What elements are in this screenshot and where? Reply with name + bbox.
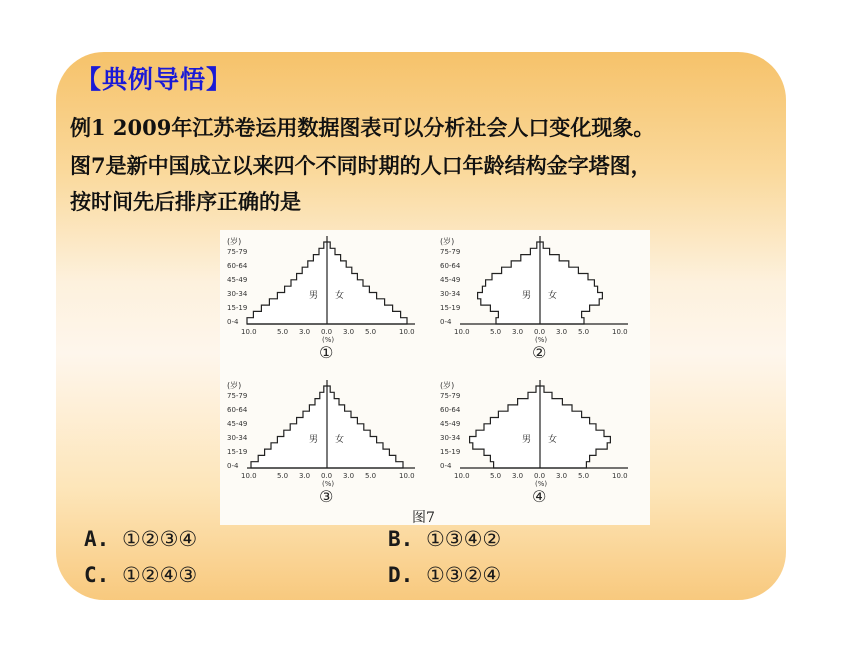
x-tick-label: 0.0 <box>534 472 546 480</box>
x-tick-label: 0.0 <box>534 328 546 336</box>
age-tick-label: 75-79 <box>440 248 461 256</box>
option-c-letter: C. <box>84 563 110 587</box>
question-line-1: 例1 2009年江苏卷运用数据图表可以分析社会人口变化现象。 <box>70 115 655 140</box>
option-b-letter: B. <box>388 527 414 551</box>
age-tick-label: 0-4 <box>227 462 239 470</box>
x-unit-label: (%) <box>322 336 335 344</box>
pyramid-svg <box>220 230 650 525</box>
x-tick-label: 10.0 <box>612 328 628 336</box>
option-a-text: ①②③④ <box>121 527 198 551</box>
male-label: 男 <box>309 291 319 301</box>
x-tick-label: 3.0 <box>343 328 355 336</box>
age-tick-label: 15-19 <box>227 304 248 312</box>
population-pyramid-figure <box>220 230 650 525</box>
question-line-2: 图7是新中国成立以来四个不同时期的人口年龄结构金字塔图， <box>70 153 652 178</box>
age-unit-label: (岁) <box>440 237 455 246</box>
age-tick-label: 15-19 <box>440 448 461 456</box>
x-tick-label: 5.0 <box>490 472 502 480</box>
age-tick-label: 30-34 <box>440 434 461 442</box>
x-tick-label: 3.0 <box>512 472 524 480</box>
x-tick-label: 3.0 <box>512 328 524 336</box>
age-tick-label: 30-34 <box>227 434 248 442</box>
x-tick-label: 5.0 <box>578 328 590 336</box>
x-unit-label: (%) <box>535 480 548 488</box>
x-unit-label: (%) <box>535 336 548 344</box>
x-tick-label: 5.0 <box>277 472 289 480</box>
option-c-text: ①②④③ <box>121 563 198 587</box>
x-tick-label: 10.0 <box>612 472 628 480</box>
age-tick-label: 45-49 <box>227 276 248 284</box>
x-tick-label: 3.0 <box>556 472 568 480</box>
male-label: 男 <box>522 435 532 445</box>
age-tick-label: 75-79 <box>227 392 248 400</box>
x-tick-label: 5.0 <box>365 328 377 336</box>
age-tick-label: 60-64 <box>440 406 461 414</box>
age-tick-label: 0-4 <box>440 318 452 326</box>
age-tick-label: 15-19 <box>440 304 461 312</box>
x-tick-label: 10.0 <box>399 328 415 336</box>
female-label: 女 <box>335 435 345 445</box>
option-a-letter: A. <box>84 527 110 551</box>
age-unit-label: (岁) <box>227 237 242 246</box>
female-label: 女 <box>548 435 558 445</box>
option-d-letter: D. <box>388 563 414 587</box>
age-tick-label: 30-34 <box>227 290 248 298</box>
x-tick-label: 5.0 <box>365 472 377 480</box>
x-tick-label: 3.0 <box>299 472 311 480</box>
age-tick-label: 45-49 <box>440 276 461 284</box>
panel-label: ① <box>319 343 334 362</box>
male-label: 男 <box>309 435 319 445</box>
x-tick-label: 3.0 <box>343 472 355 480</box>
age-tick-label: 30-34 <box>440 290 461 298</box>
option-d-text: ①③②④ <box>425 563 502 587</box>
option-a[interactable] <box>84 527 197 551</box>
x-tick-label: 3.0 <box>556 328 568 336</box>
age-tick-label: 75-79 <box>227 248 248 256</box>
panel-label: ③ <box>319 487 334 506</box>
x-tick-label: 0.0 <box>321 472 333 480</box>
section-heading: 【典例导悟】 <box>76 65 233 94</box>
age-tick-label: 45-49 <box>227 420 248 428</box>
x-tick-label: 5.0 <box>490 328 502 336</box>
x-tick-label: 0.0 <box>321 328 333 336</box>
figure-caption: 图7 <box>412 510 435 525</box>
panel-label: ② <box>532 343 547 362</box>
x-tick-label: 5.0 <box>578 472 590 480</box>
option-b[interactable] <box>388 527 501 551</box>
x-tick-label: 10.0 <box>241 472 257 480</box>
x-tick-label: 3.0 <box>299 328 311 336</box>
question-line-3: 按时间先后排序正确的是 <box>70 189 301 214</box>
age-unit-label: (岁) <box>227 381 242 390</box>
x-tick-label: 10.0 <box>399 472 415 480</box>
male-label: 男 <box>522 291 532 301</box>
age-tick-label: 75-79 <box>440 392 461 400</box>
option-d[interactable] <box>388 563 501 587</box>
option-c[interactable] <box>84 563 197 587</box>
option-b-text: ①③④② <box>425 527 502 551</box>
age-tick-label: 60-64 <box>440 262 461 270</box>
age-tick-label: 0-4 <box>227 318 239 326</box>
female-label: 女 <box>335 291 345 301</box>
x-tick-label: 10.0 <box>454 328 470 336</box>
age-tick-label: 60-64 <box>227 406 248 414</box>
x-tick-label: 10.0 <box>454 472 470 480</box>
x-tick-label: 10.0 <box>241 328 257 336</box>
x-tick-label: 5.0 <box>277 328 289 336</box>
female-label: 女 <box>548 291 558 301</box>
panel-label: ④ <box>532 487 547 506</box>
age-tick-label: 45-49 <box>440 420 461 428</box>
age-tick-label: 15-19 <box>227 448 248 456</box>
age-unit-label: (岁) <box>440 381 455 390</box>
x-unit-label: (%) <box>322 480 335 488</box>
age-tick-label: 0-4 <box>440 462 452 470</box>
age-tick-label: 60-64 <box>227 262 248 270</box>
